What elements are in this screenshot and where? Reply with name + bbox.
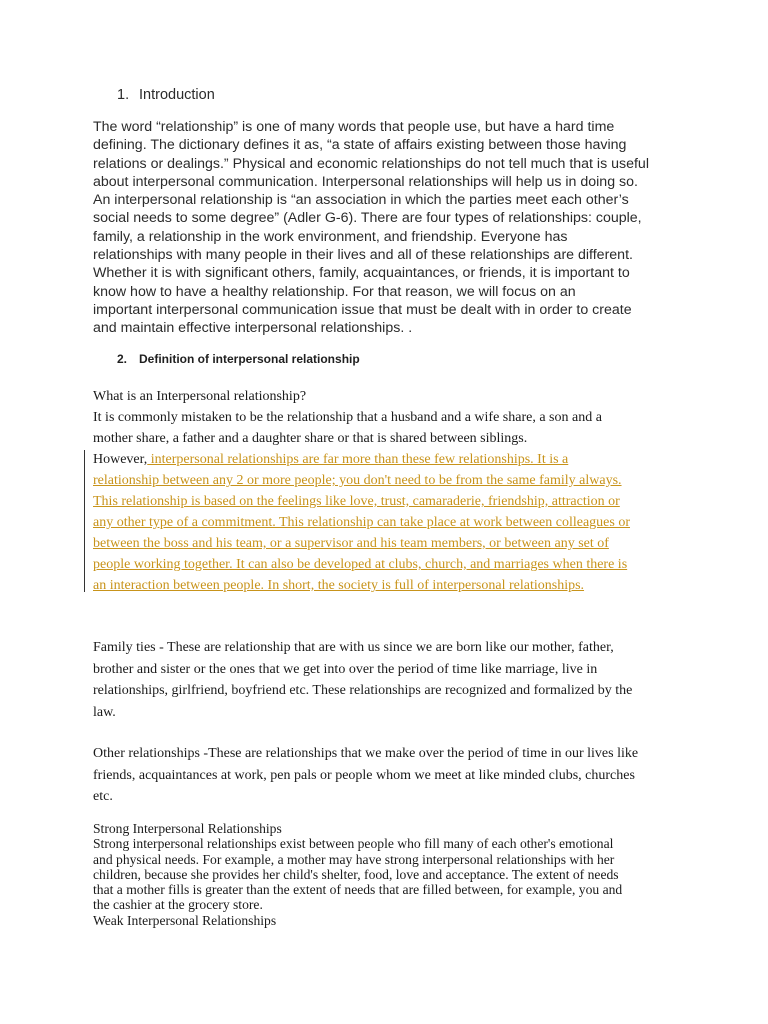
tracked-insertion-line: between the boss and his team, or a supervisor and his team members, or between any set of xyxy=(93,536,609,551)
change-bar xyxy=(84,450,85,592)
intro-line: social needs to some degree” (Adler G-6). There are four types of relationships: couple, xyxy=(93,210,642,227)
family-line: relationships, girlfriend, boyfriend etc. These relationships are recognized and formalized by the xyxy=(93,683,633,698)
other-relationships-paragraph xyxy=(93,743,673,808)
tracked-insertion-line: any other type of a commitment. This relationship can take place at work between colleagues or xyxy=(93,515,630,530)
definition-question: What is an Interpersonal relationship? xyxy=(93,389,307,404)
intro-line: relations or dealings.” Physical and economic relationships do not tell much that is useful xyxy=(93,155,649,172)
intro-line: important interpersonal communication issue that must be dealt with in order to create xyxy=(93,301,632,318)
strong-line: the cashier at the grocery store. xyxy=(93,897,263,913)
section-1-heading xyxy=(117,87,215,103)
family-line: Family ties - These are relationship that are with us since we are born like our mother, father, xyxy=(93,640,614,655)
strong-relationships-section xyxy=(93,821,681,928)
section-1-title: Introduction xyxy=(139,87,215,103)
strong-line: and physical needs. For example, a mother may have strong interpersonal relationships with her xyxy=(93,851,615,867)
family-line: law. xyxy=(93,704,116,720)
however-line xyxy=(93,449,673,470)
intro-line: about interpersonal communication. Interpersonal relationships will help us in doing so. xyxy=(93,173,638,190)
definition-paragraph xyxy=(93,386,673,596)
tracked-insertion-line: This relationship is based on the feelings like love, trust, camaraderie, friendship, attraction or xyxy=(93,494,620,509)
intro-line: relationships with many people in their lives and all of these relationships are different. xyxy=(93,247,633,264)
however-prefix: However, xyxy=(93,452,148,467)
strong-line: children, because she provides her child's shelter, food, love and acceptance. The extent of needs xyxy=(93,866,619,882)
family-line: brother and sister or the ones that we get into over the period of time like marriage, live in xyxy=(93,661,598,677)
section-2-title: Definition of interpersonal relationship xyxy=(139,352,360,366)
other-line: etc. xyxy=(93,789,113,804)
intro-line: An interpersonal relationship is “an association in which the parties meet each other’s xyxy=(93,192,629,209)
section-1-number: 1. xyxy=(117,87,130,103)
other-line: Other relationships -These are relationships that we make over the period of time in our lives like xyxy=(93,746,639,761)
intro-line: know how to have a healthy relationship. For that reason, we will focus on an xyxy=(93,283,576,300)
intro-line: defining. The dictionary defines it as, “a state of affairs existing between those having xyxy=(93,137,627,154)
tracked-insertion-line: an interaction between people. In short, the society is full of interpersonal relationships. xyxy=(93,578,585,593)
introduction-paragraph xyxy=(93,118,693,338)
family-ties-paragraph xyxy=(93,637,673,723)
intro-line: and maintain effective interpersonal relationships. . xyxy=(93,320,413,337)
tracked-insertion-line: people working together. It can also be developed at clubs, church, and marriages when there is xyxy=(93,557,628,572)
strong-line: that a mother fills is greater than the extent of needs that are filled between, for example, you and xyxy=(93,882,623,898)
intro-line: family, a relationship in the work environment, and friendship. Everyone has xyxy=(93,228,568,245)
weak-heading: Weak Interpersonal Relationships xyxy=(93,912,277,928)
tracked-insertion-line: relationship between any 2 or more people; you don't need to be from the same family always. xyxy=(93,473,622,488)
section-2-heading xyxy=(117,352,360,366)
strong-line: Strong interpersonal relationships exist between people who fill many of each other's emotional xyxy=(93,836,614,852)
tracked-insertion: interpersonal relationships are far more than these few relationships. It is a xyxy=(147,452,569,467)
other-line: friends, acquaintances at work, pen pals or people whom we meet at like minded clubs, churches xyxy=(93,767,635,783)
definition-line: mother share, a father and a daughter share or that is shared between siblings. xyxy=(93,431,528,446)
intro-line: The word “relationship” is one of many words that people use, but have a hard time xyxy=(93,119,615,135)
strong-heading: Strong Interpersonal Relationships xyxy=(93,821,282,836)
definition-line: It is commonly mistaken to be the relationship that a husband and a wife share, a son and a xyxy=(93,410,602,425)
intro-line: Whether it is with significant others, family, acquaintances, or friends, it is important to xyxy=(93,265,630,282)
section-2-number: 2. xyxy=(117,352,128,366)
